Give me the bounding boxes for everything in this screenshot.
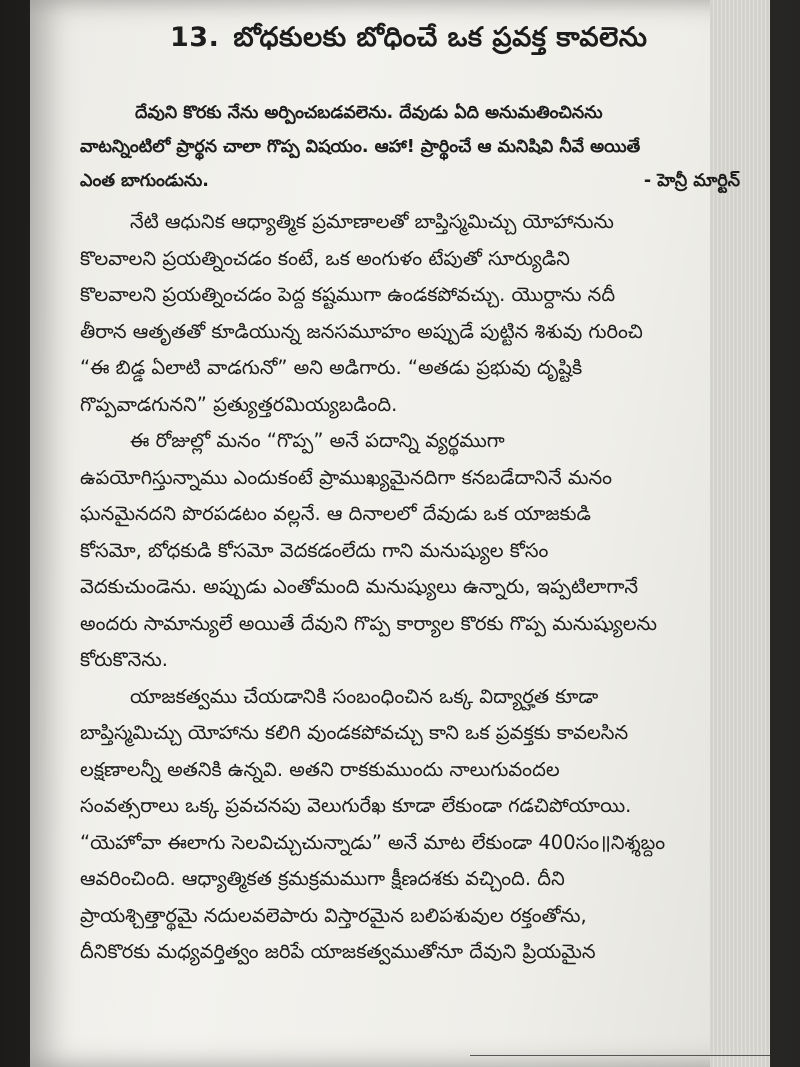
paragraph-line: కొలవాలని ప్రయత్నించడం పెద్ద కష్టముగా ఉండకపోవచ్చు. యొర్దాను నదీ [80, 283, 616, 306]
paragraph-line: ప్రాయశ్చిత్తార్థమై నదులవలెపారు విస్తారమైన బలిపశువుల రక్తంతోను, [80, 903, 587, 927]
paragraph-line: తీరాన ఆతృతతో కూడియున్న జనసమూహం అప్పుడే పుట్టిన శిశువు గురించి [80, 319, 643, 343]
paragraph-line: “యెహోవా ఈలాగు సెలవిచ్చుచున్నాడు” అనే మాట లేకుండా 400సం॥నిశ్శబ్దం [80, 830, 666, 854]
epigraph-attribution: - హెన్రీ మార్టిన్ [643, 171, 740, 191]
paragraph-line: లక్షణాలన్నీ అతనికి ఉన్నవి. అతని రాకకుముందు నాలుగువందల [80, 757, 560, 781]
body-text [80, 204, 750, 971]
paragraph-line: దీనికొరకు మధ్యవర్తిత్వం జరిపే యాజకత్వముతోనూ దేవుని ప్రియమైన [80, 940, 596, 963]
book-page [30, 0, 770, 1067]
paragraph-line: కొలవాలని ప్రయత్నించడం కంటే, ఒక అంగుళం టేపుతో సూర్యుడిని [80, 246, 570, 270]
epigraph-line: ఎంత బాగుండును. [80, 171, 209, 191]
chapter-title: బోధకులకు బోధించే ఒక ప్రవక్త కావలెను [233, 22, 648, 53]
epigraph-line: వాటన్నింటిలో ప్రార్థన చాలా గొప్ప విషయం. ఆహా! ప్రార్థించే ఆ మనిషివి నీవే అయితే [80, 137, 641, 157]
paragraph-line: అందరు సామాన్యులే అయితే దేవుని గొప్ప కార్యాల కొరకు గొప్ప మనుష్యులను [80, 611, 657, 635]
paragraph-line: సంవత్సరాలు ఒక్క ప్రవచనపు వెలుగురేఖ కూడా లేకుండా గడచిపోయాయి. [80, 794, 632, 817]
paragraph-line: “ఈ బిడ్డ ఏలాటి వాడగునో” అని అడిగారు. “అతడు ప్రభువు దృష్టికి [80, 356, 583, 379]
paragraph-line: నేటి ఆధునిక ఆధ్యాత్మిక ప్రమాణాలతో బాప్తిస్మమిచ్చు యోహానును [130, 210, 614, 233]
paragraph-line: కోరుకొనెను. [80, 648, 168, 671]
paragraph-line: ఈ రోజుల్లో మనం “గొప్ప” అనే పదాన్ని వ్యర్థముగా [130, 429, 505, 452]
paragraph-line: యాజకత్వము చేయడానికి సంబంధించిన ఒక్క విద్యార్హత కూడా [130, 684, 599, 708]
epigraph [80, 96, 750, 198]
chapter-number: 13. [170, 22, 220, 53]
paragraph-line: కోసమో, బోధకుడి కోసమో వెదకడంలేదు గాని మనుష్యుల కోసం [80, 538, 549, 562]
paragraph-line: బాప్తిస్మమిచ్చు యోహాను కలిగి వుండకపోవచ్చు కాని ఒక ప్రవక్తకు కావలసిన [80, 721, 629, 744]
paragraph-line: ఘనమైనదని పొరపడటం వల్లనే. ఆ దినాలలో దేవుడు ఒక యాజకుడి [80, 502, 591, 525]
paragraph-line: గొప్పవాడగునని” ప్రత్యుత్తరమియ్యబడింది. [80, 392, 398, 416]
page-bottom-rule [470, 1055, 770, 1056]
paragraph-line: ఉపయోగిస్తున్నాము ఎందుకంటే ప్రాముఖ్యమైనదిగా కనబడేదానినే మనం [80, 465, 613, 489]
paragraph-line: వెదకుచుండెను. అప్పుడు ఎంతోమంది మనుష్యులు ఉన్నారు, ఇప్పటిలాగానే [80, 575, 639, 598]
page-content [80, 22, 750, 971]
epigraph-line: దేవుని కొరకు నేను అర్పించబడవలెను. దేవుడు ఏది అనుమతించినను [135, 103, 603, 123]
chapter-heading [80, 22, 750, 60]
paragraph-line: ఆవరించింది. ఆధ్యాత్మికత క్రమక్రమముగా క్షీణదశకు వచ్చింది. దీని [80, 867, 565, 890]
